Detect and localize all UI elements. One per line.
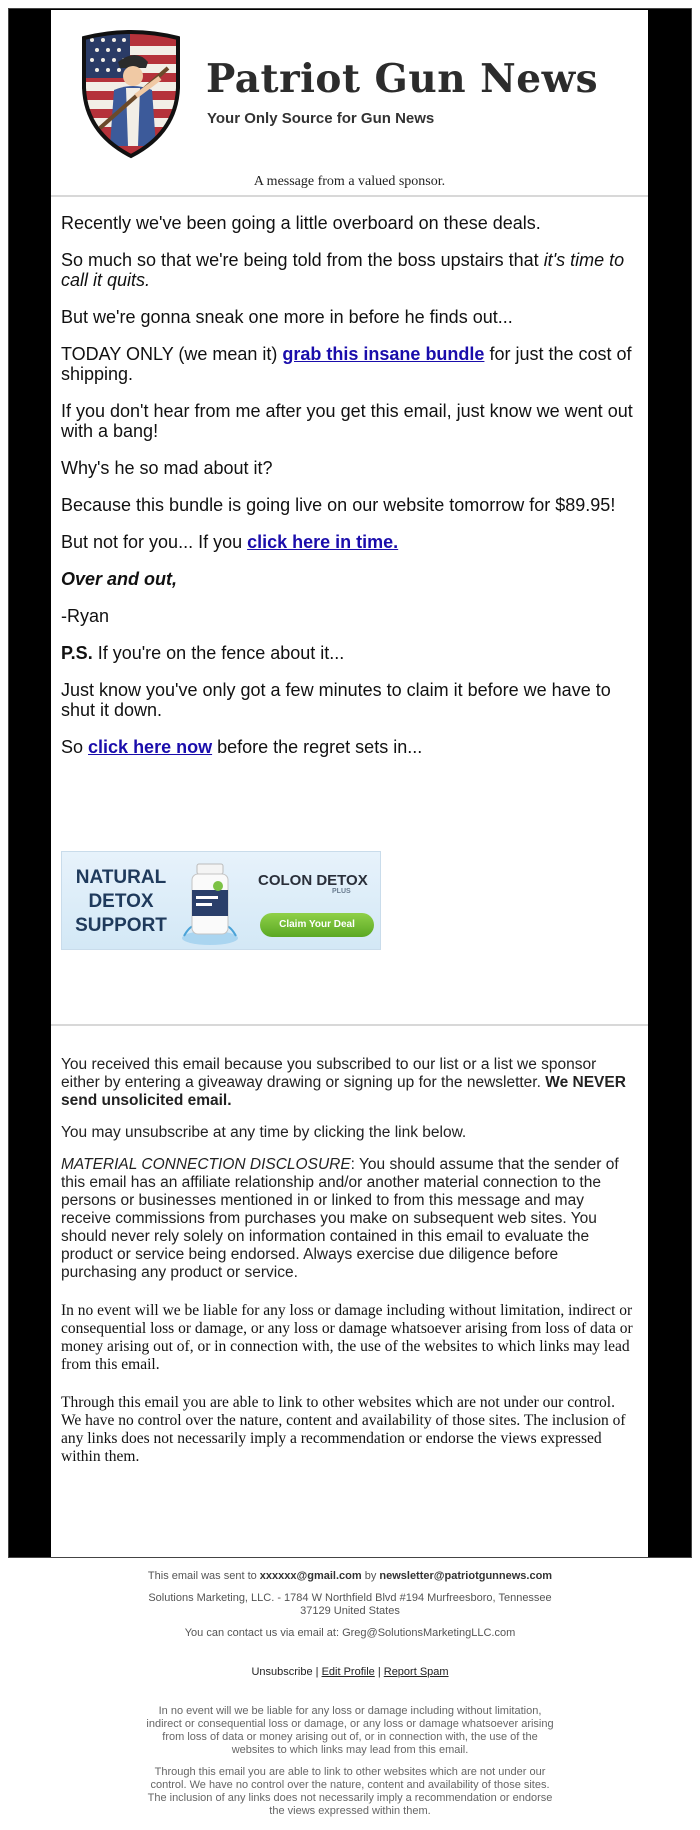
ad-headline (66, 866, 176, 938)
message-paragraph: Recently we've been going a little overboard on these deals. (61, 213, 541, 233)
message-text: before the regret sets in... (212, 737, 423, 757)
colon-detox-ad-banner[interactable] (61, 851, 381, 950)
recipient-email: xxxxxx@gmail.com (259, 1570, 362, 1582)
footer-legal-links: Through this email you are able to link to other websites which are not under our control. We have no control over the nature, content and availability of those sites. The inclusion of any links does not necessarily imply a recommendation or endorse the views expressed within them. (147, 1766, 553, 1817)
patriot-shield-logo[interactable] (76, 28, 186, 160)
signature: -Ryan (61, 606, 110, 626)
divider (51, 1024, 648, 1026)
message-paragraph: Just know you've only got a few minutes to claim it before we have to shut it down. (61, 680, 611, 720)
message-paragraph (61, 250, 633, 290)
message-text: for just the cost of shipping. (61, 344, 632, 384)
disclosure-paragraph (61, 1156, 633, 1282)
divider (51, 195, 648, 197)
footer-text: by (361, 1570, 380, 1582)
ad-brand: COLON DETOX (258, 872, 368, 889)
external-links-paragraph: Through this email you are able to link to other websites which are not under our control. We have no control over the nature, content and availability of those sites. The inclusion of any links does not necessarily imply a recommendation or endorse the views expressed within them. (61, 1394, 626, 1465)
message-paragraph (61, 344, 633, 384)
message-paragraph: If you don't hear from me after you get this email, just know we went out with a bang! (61, 401, 633, 441)
claim-your-deal-button[interactable]: Claim Your Deal (260, 913, 374, 937)
disclosure-section (61, 1056, 633, 1480)
message-paragraph: But we're gonna sneak one more in before he finds out... (61, 307, 513, 327)
disclosure-text: You received this email because you subscribed to our list or a list we sponsor either by entering a giveaway drawing or signing up for the newsletter. (61, 1056, 597, 1091)
message-paragraph (61, 532, 633, 552)
footer-text: This email was sent to (147, 1570, 260, 1582)
message-paragraph: Why's he so mad about it? (61, 458, 273, 478)
disclosure-label: MATERIAL CONNECTION DISCLOSURE (61, 1156, 351, 1173)
edit-profile-link[interactable]: Edit Profile (321, 1666, 375, 1678)
liability-paragraph: In no event will we be liable for any loss or damage including without limitation, indirect or consequential loss or damage, or any loss or damage whatsoever arising from loss of data or money arising out of, or in connection with, the use of the websites to which links may lead from this email. (61, 1302, 633, 1373)
message-text: If you're on the fence about it... (92, 643, 345, 663)
report-spam-link[interactable]: Report Spam (383, 1666, 449, 1678)
message-paragraph (61, 737, 633, 757)
sent-to-line (140, 1570, 560, 1583)
link-separator: | (312, 1666, 322, 1678)
message-paragraph: Because this bundle is going live on our website tomorrow for $89.95! (61, 495, 616, 515)
message-text: But not for you... If you (61, 532, 248, 552)
link-separator: | (374, 1666, 384, 1678)
sponsor-note: A message from a valued sponsor. (253, 174, 446, 189)
ps-label: P.S. (61, 643, 93, 663)
unsubscribe-link[interactable]: Unsubscribe (251, 1666, 313, 1678)
emphasis-text: it's time to call it quits. (61, 250, 625, 290)
email-content (51, 10, 648, 1557)
postal-address: Solutions Marketing, LLC. - 1784 W Northfield Blvd #194 Murfreesboro, Tennessee 37129 United States (148, 1592, 552, 1617)
brand-tagline: Your Only Source for Gun News (207, 110, 435, 127)
ad-brand-sub: PLUS (332, 888, 351, 895)
message-text: So much so that we're being told from the boss upstairs that (61, 250, 544, 270)
ad-headline-line: NATURAL (75, 867, 167, 888)
ad-headline-line: DETOX (88, 891, 154, 912)
ad-headline-line: SUPPORT (75, 915, 167, 936)
contact-line: You can contact us via email at: Greg@SolutionsMarketingLLC.com (184, 1627, 516, 1639)
footer-legal-liability: In no event will we be liable for any loss or damage including without limitation, indirect or consequential loss or damage, or any loss or damage whatsoever arising from loss of data or money arising out of, or in connection with, the use of the websites to which links may lead from this email. (146, 1705, 554, 1756)
disclosure-paragraph (61, 1056, 633, 1110)
message-text: So (61, 737, 89, 757)
signoff: Over and out, (61, 569, 178, 589)
grab-bundle-link[interactable]: grab this insane bundle (282, 344, 485, 364)
supplement-bottle-icon (180, 858, 240, 948)
ps-paragraph (61, 643, 633, 663)
footer-links (140, 1666, 560, 1679)
click-here-in-time-link[interactable]: click here in time. (247, 532, 399, 552)
brand-title: Patriot Gun News (206, 56, 599, 102)
disclosure-bold: We NEVER send unsolicited email. (61, 1074, 626, 1109)
email-footer (140, 1570, 560, 1827)
disclosure-text: : You should assume that the sender of this email has an affiliate relationship and/or another material connection to the persons or businesses mentioned in or linked to from this message and may receive commissions from purchases you make on subsequent web sites. You should never rely solely on information contained in this email to evaluate the product or service being endorsed. Always exercise due diligence before purchasing any product or service. (61, 1156, 619, 1281)
message-body (61, 213, 633, 774)
sender-email: newsletter@patriotgunnews.com (379, 1570, 553, 1582)
disclosure-paragraph: You may unsubscribe at any time by clicking the link below. (61, 1124, 467, 1141)
click-here-now-link[interactable]: click here now (88, 737, 213, 757)
message-text: TODAY ONLY (we mean it) (61, 344, 283, 364)
